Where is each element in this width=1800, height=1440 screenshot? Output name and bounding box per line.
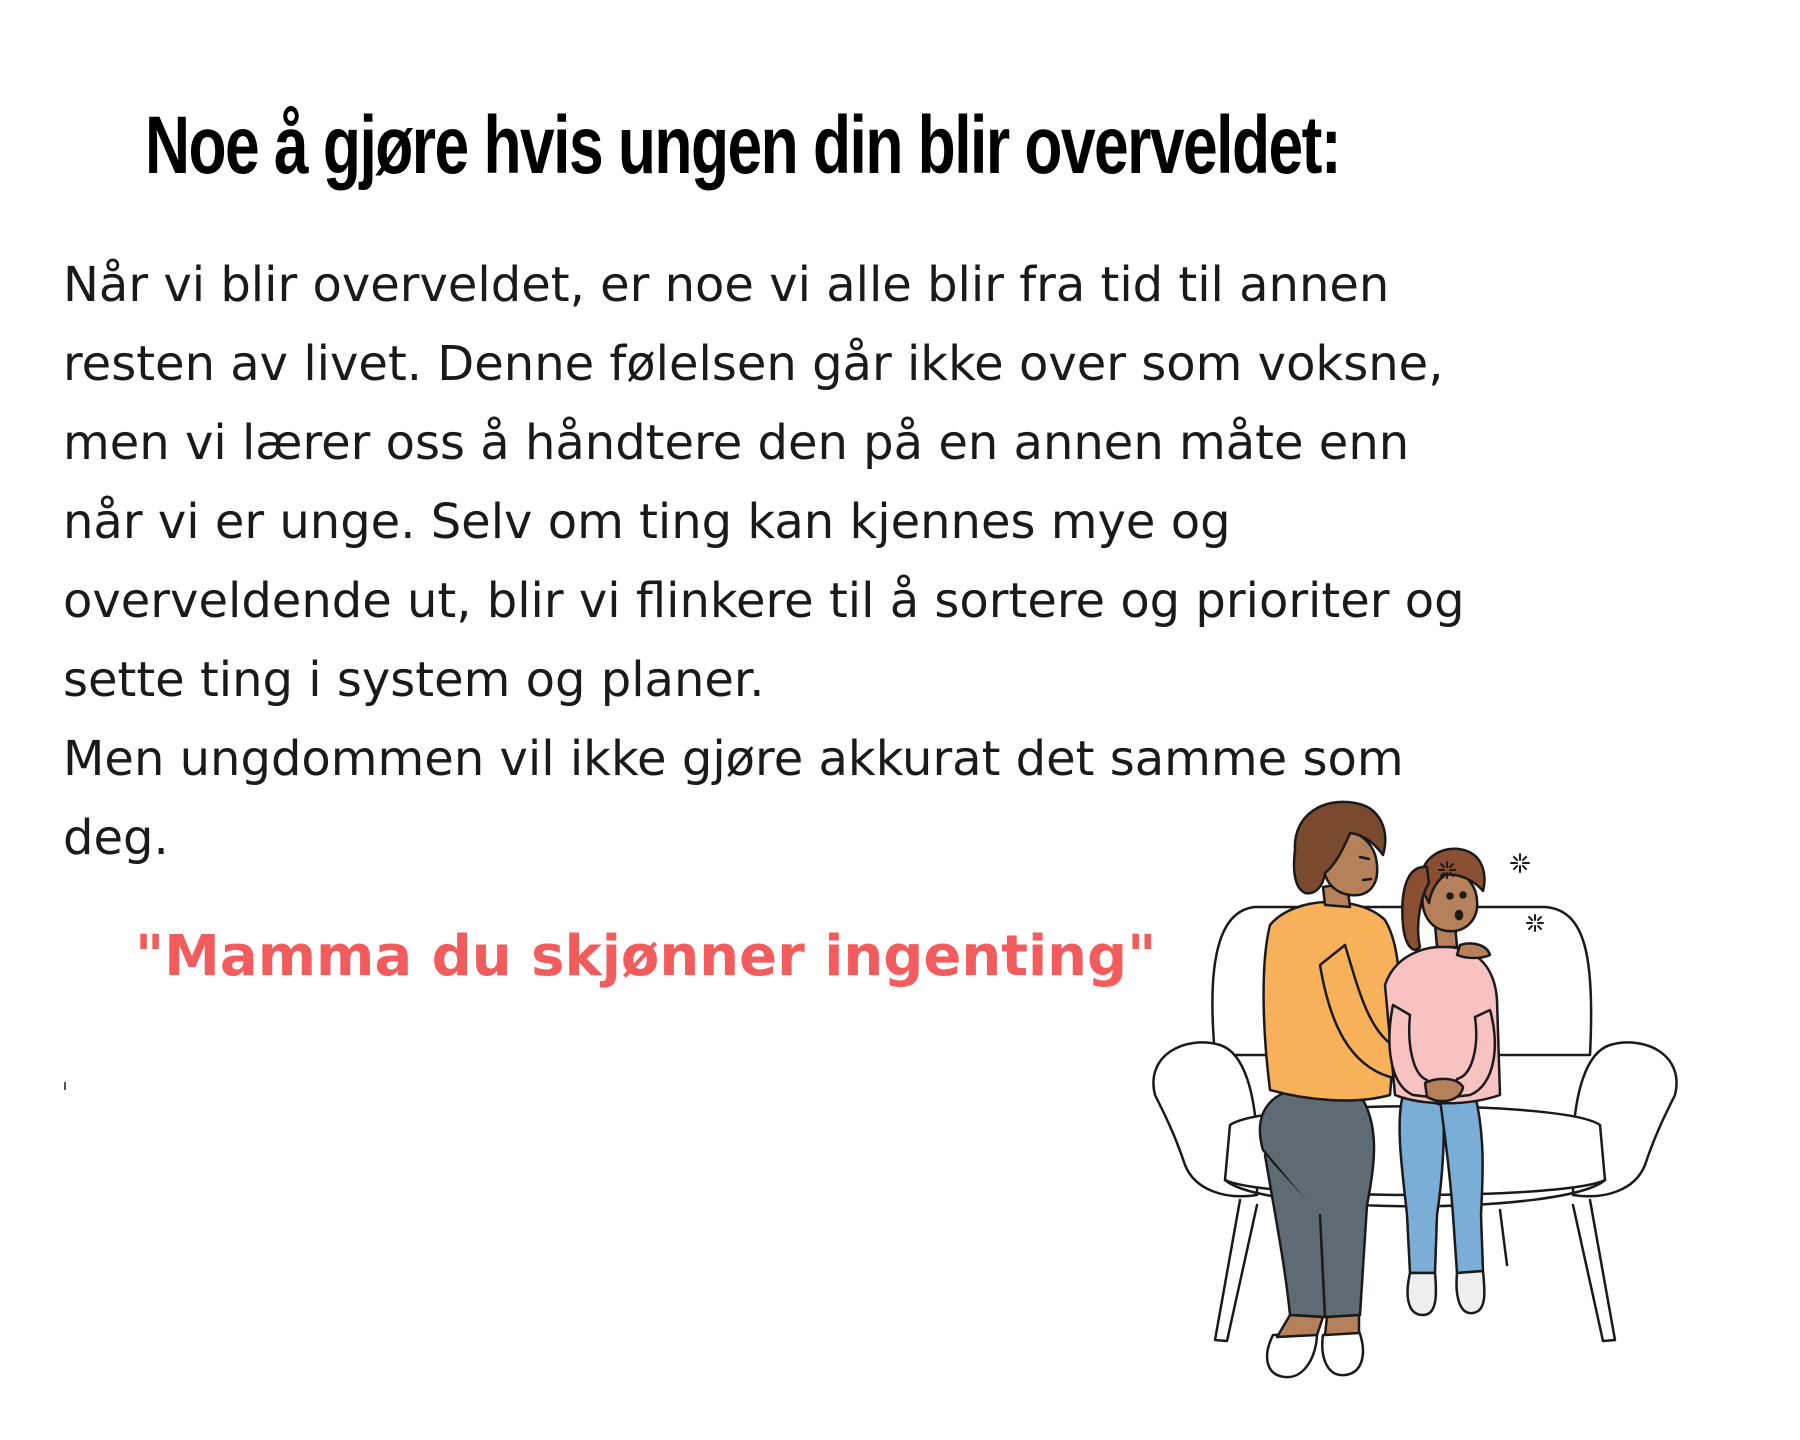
body-line: resten av livet. Denne følelsen går ikke over som voksne, [63, 336, 1444, 392]
body-line: sette ting i system og planer. [63, 652, 765, 708]
body-line: deg. [63, 810, 169, 866]
stray-mark [64, 1082, 66, 1090]
body-line: Når vi blir overveldet, er noe vi alle blir fra tid til annen [63, 257, 1390, 313]
mother-daughter-illustration [1145, 795, 1685, 1395]
page-title: Noe å gjøre hvis ungen din blir overveldet: [145, 100, 1341, 191]
body-line: overveldende ut, blir vi flinkere til å sortere og prioriter og [63, 573, 1465, 629]
body-line: Men ungdommen vil ikke gjøre akkurat det samme som [63, 731, 1404, 787]
highlight-quote: "Mamma du skjønner ingenting" [135, 924, 1157, 989]
body-paragraph [63, 246, 1623, 878]
body-line: men vi lærer oss å håndtere den på en annen måte enn [63, 415, 1410, 471]
body-line: når vi er unge. Selv om ting kan kjennes mye og [63, 494, 1231, 550]
